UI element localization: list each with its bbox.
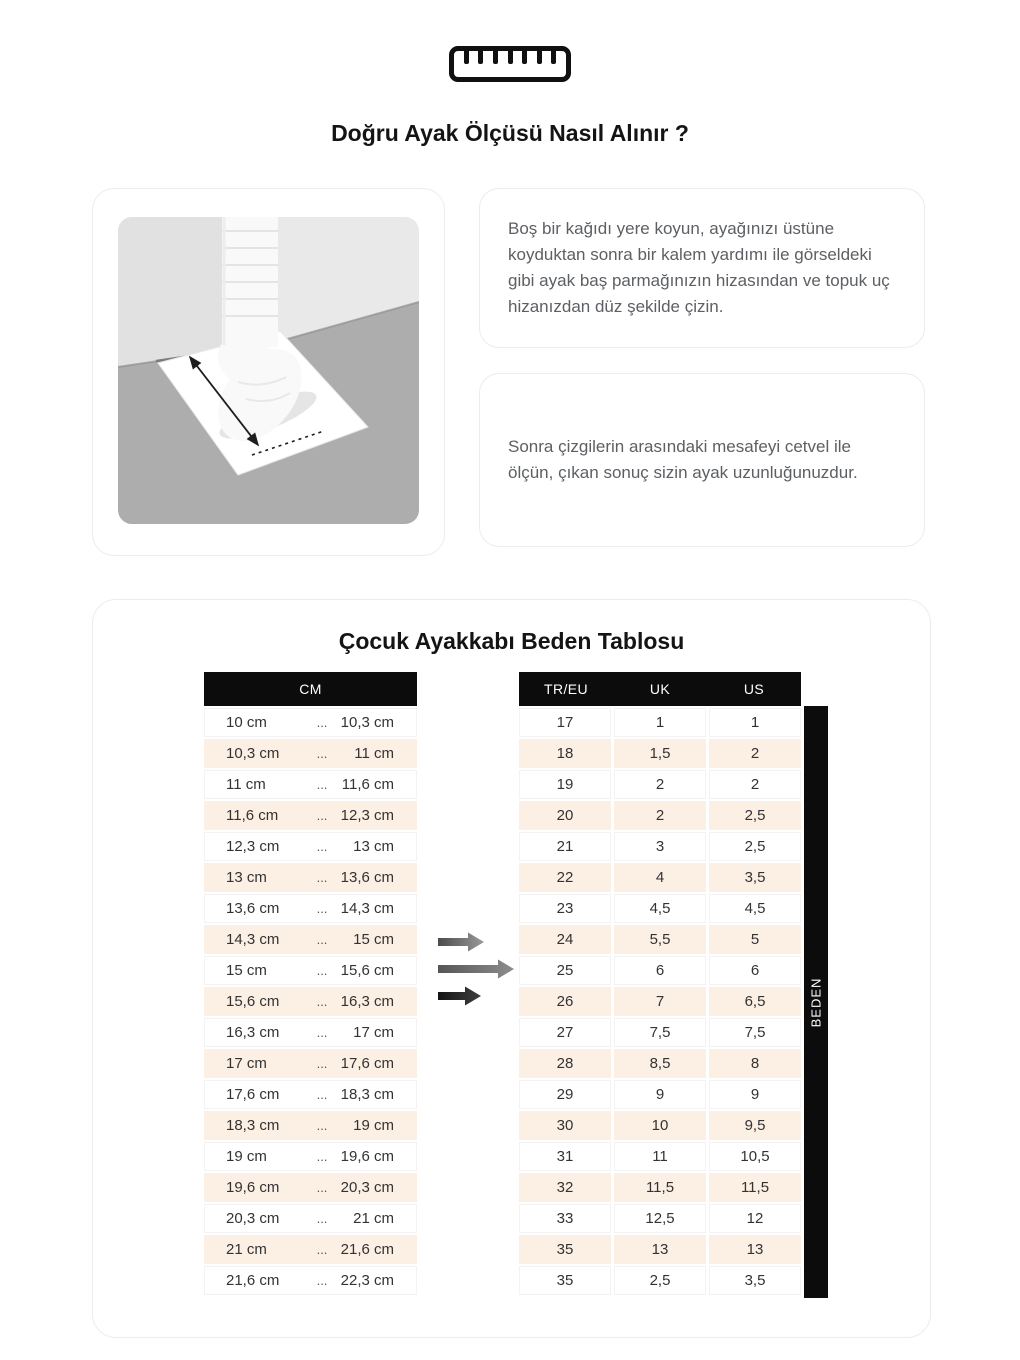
tr-eu-value: 17 xyxy=(519,708,611,737)
us-value: 7,5 xyxy=(709,1018,801,1047)
size-row xyxy=(519,863,801,892)
uk-value: 7 xyxy=(614,987,706,1016)
size-row xyxy=(519,770,801,799)
tr-eu-value: 29 xyxy=(519,1080,611,1109)
cm-from-value: 18,3 cm xyxy=(226,1117,280,1134)
size-row xyxy=(519,832,801,861)
tr-eu-value: 21 xyxy=(519,832,611,861)
cm-to-value: 15,6 cm xyxy=(340,962,394,979)
range-dots: ... xyxy=(316,1242,328,1257)
tr-eu-value: 20 xyxy=(519,801,611,830)
cm-from-value: 17 cm xyxy=(226,1055,267,1072)
cm-range-row xyxy=(204,894,417,923)
cm-from-value: 21 cm xyxy=(226,1241,267,1258)
uk-value: 4 xyxy=(614,863,706,892)
uk-value: 9 xyxy=(614,1080,706,1109)
tr-eu-value: 27 xyxy=(519,1018,611,1047)
size-row xyxy=(519,1018,801,1047)
cm-from-value: 12,3 cm xyxy=(226,838,280,855)
range-dots: ... xyxy=(316,1149,328,1164)
size-row xyxy=(519,1204,801,1233)
instructions-column xyxy=(479,188,890,556)
cm-to-value: 14,3 cm xyxy=(340,900,394,917)
tr-eu-value: 32 xyxy=(519,1173,611,1202)
tr-eu-value: 35 xyxy=(519,1266,611,1295)
size-row xyxy=(519,801,801,830)
photo-card xyxy=(92,188,445,556)
cm-to-value: 15 cm xyxy=(353,931,394,948)
cm-to-value: 21 cm xyxy=(353,1210,394,1227)
us-value: 3,5 xyxy=(709,863,801,892)
us-value: 1 xyxy=(709,708,801,737)
cm-from-value: 19,6 cm xyxy=(226,1179,280,1196)
size-row xyxy=(519,925,801,954)
uk-value: 6 xyxy=(614,956,706,985)
cm-to-value: 10,3 cm xyxy=(340,714,394,731)
cm-range-row xyxy=(204,739,417,768)
cm-range-row xyxy=(204,1173,417,1202)
cm-range-row xyxy=(204,1018,417,1047)
instruction-step-2 xyxy=(479,373,925,547)
us-value: 2,5 xyxy=(709,801,801,830)
arrows-right-icon xyxy=(438,928,520,1012)
range-dots: ... xyxy=(316,715,328,730)
instruction-step-1 xyxy=(479,188,925,348)
cm-to-value: 22,3 cm xyxy=(340,1272,394,1289)
range-dots: ... xyxy=(316,963,328,978)
range-dots: ... xyxy=(316,1273,328,1288)
measurement-instructions-section xyxy=(92,188,1020,556)
cm-from-value: 10 cm xyxy=(226,714,267,731)
instruction-step-2-text: Sonra çizgilerin arasındaki mesafeyi cetvel ile ölçün, çıkan sonuç sizin ayak uzunluğunuzdur. xyxy=(508,437,858,482)
size-row xyxy=(519,956,801,985)
tr-eu-value: 31 xyxy=(519,1142,611,1171)
cm-range-row xyxy=(204,1111,417,1140)
ruler-ticks xyxy=(454,51,566,77)
cm-table xyxy=(204,672,417,1297)
us-value: 8 xyxy=(709,1049,801,1078)
range-dots: ... xyxy=(316,994,328,1009)
us-value: 6 xyxy=(709,956,801,985)
range-dots: ... xyxy=(316,808,328,823)
tr-eu-value: 24 xyxy=(519,925,611,954)
cm-to-value: 13 cm xyxy=(353,838,394,855)
uk-value: 1,5 xyxy=(614,739,706,768)
ruler-tick xyxy=(478,51,483,64)
tr-eu-value: 18 xyxy=(519,739,611,768)
cm-to-value: 12,3 cm xyxy=(340,807,394,824)
us-value: 13 xyxy=(709,1235,801,1264)
cm-from-value: 11,6 cm xyxy=(226,807,279,824)
cm-range-row xyxy=(204,708,417,737)
size-row xyxy=(519,987,801,1016)
cm-range-row xyxy=(204,770,417,799)
range-dots: ... xyxy=(316,746,328,761)
cm-range-row xyxy=(204,925,417,954)
cm-from-value: 16,3 cm xyxy=(226,1024,280,1041)
cm-range-row xyxy=(204,1142,417,1171)
tr-eu-value: 35 xyxy=(519,1235,611,1264)
range-dots: ... xyxy=(316,1118,328,1133)
cm-to-value: 11,6 cm xyxy=(341,776,394,793)
size-tables xyxy=(204,672,930,1302)
cm-from-value: 10,3 cm xyxy=(226,745,280,762)
range-dots: ... xyxy=(316,1087,328,1102)
uk-value: 13 xyxy=(614,1235,706,1264)
range-dots: ... xyxy=(316,1180,328,1195)
us-value: 9 xyxy=(709,1080,801,1109)
cm-range-row xyxy=(204,987,417,1016)
size-table-title: Çocuk Ayakkabı Beden Tablosu xyxy=(338,628,685,654)
size-row xyxy=(519,1111,801,1140)
range-dots: ... xyxy=(316,870,328,885)
us-value: 2 xyxy=(709,739,801,768)
cm-to-value: 17 cm xyxy=(353,1024,394,1041)
uk-value: 11,5 xyxy=(614,1173,706,1202)
range-dots: ... xyxy=(316,1211,328,1226)
tr-eu-header: TR/EU xyxy=(544,681,588,697)
range-dots: ... xyxy=(316,901,328,916)
us-value: 10,5 xyxy=(709,1142,801,1171)
us-value: 12 xyxy=(709,1204,801,1233)
tr-eu-value: 25 xyxy=(519,956,611,985)
beden-side-label xyxy=(804,706,828,1298)
uk-value: 2,5 xyxy=(614,1266,706,1295)
ruler-tick xyxy=(464,51,469,64)
us-value: 9,5 xyxy=(709,1111,801,1140)
us-header: US xyxy=(743,681,765,697)
cm-to-value: 21,6 cm xyxy=(340,1241,394,1258)
cm-to-value: 11 cm xyxy=(354,745,394,762)
size-row xyxy=(519,708,801,737)
cm-from-value: 17,6 cm xyxy=(226,1086,280,1103)
cm-to-value: 16,3 cm xyxy=(340,993,394,1010)
cm-from-value: 15,6 cm xyxy=(226,993,280,1010)
cm-to-value: 19 cm xyxy=(353,1117,394,1134)
range-dots: ... xyxy=(316,777,328,792)
cm-range-row xyxy=(204,863,417,892)
size-row xyxy=(519,1080,801,1109)
us-value: 11,5 xyxy=(709,1173,801,1202)
cm-from-value: 19 cm xyxy=(226,1148,267,1165)
size-row xyxy=(519,1049,801,1078)
range-dots: ... xyxy=(316,932,328,947)
size-table-body xyxy=(519,708,801,1295)
uk-value: 7,5 xyxy=(614,1018,706,1047)
cm-to-value: 20,3 cm xyxy=(340,1179,394,1196)
uk-value: 5,5 xyxy=(614,925,706,954)
size-row xyxy=(519,1173,801,1202)
tr-eu-value: 30 xyxy=(519,1111,611,1140)
uk-value: 2 xyxy=(614,770,706,799)
cm-range-row xyxy=(204,1235,417,1264)
us-value: 5 xyxy=(709,925,801,954)
cm-from-value: 13,6 cm xyxy=(226,900,280,917)
page-title: Doğru Ayak Ölçüsü Nasıl Alınır ? xyxy=(331,120,689,146)
cm-from-value: 11 cm xyxy=(226,776,266,793)
tr-eu-value: 22 xyxy=(519,863,611,892)
size-table-card xyxy=(92,599,931,1338)
range-dots: ... xyxy=(316,1056,328,1071)
cm-range-row xyxy=(204,1080,417,1109)
us-value: 2,5 xyxy=(709,832,801,861)
us-value: 3,5 xyxy=(709,1266,801,1295)
range-dots: ... xyxy=(316,839,328,854)
tr-eu-value: 33 xyxy=(519,1204,611,1233)
size-row xyxy=(519,1235,801,1264)
cm-from-value: 15 cm xyxy=(226,962,267,979)
cm-to-value: 19,6 cm xyxy=(340,1148,394,1165)
cm-to-value: 17,6 cm xyxy=(340,1055,394,1072)
foot-measurement-photo xyxy=(118,217,419,524)
tr-eu-value: 19 xyxy=(519,770,611,799)
instruction-step-1-text: Boş bir kağıdı yere koyun, ayağınızı üstüne koyduktan sonra bir kalem yardımı ile görseldeki gibi ayak baş parmağınızın hizasından ve topuk uç hizanızdan düz şekilde çizin. xyxy=(508,219,890,316)
size-row xyxy=(519,1266,801,1295)
us-value: 6,5 xyxy=(709,987,801,1016)
uk-value: 8,5 xyxy=(614,1049,706,1078)
cm-range-row xyxy=(204,1049,417,1078)
tr-eu-value: 28 xyxy=(519,1049,611,1078)
cm-from-value: 14,3 cm xyxy=(226,931,280,948)
ruler-tick xyxy=(522,51,527,64)
cm-range-row xyxy=(204,1204,417,1233)
cm-range-row xyxy=(204,832,417,861)
cm-table-header: CM xyxy=(204,672,417,706)
uk-value: 10 xyxy=(614,1111,706,1140)
us-value: 4,5 xyxy=(709,894,801,923)
size-row xyxy=(519,1142,801,1171)
tr-eu-value: 26 xyxy=(519,987,611,1016)
ruler-icon xyxy=(449,46,571,82)
uk-value: 2 xyxy=(614,801,706,830)
cm-from-value: 20,3 cm xyxy=(226,1210,280,1227)
ruler-tick xyxy=(551,51,556,64)
cm-to-value: 18,3 cm xyxy=(340,1086,394,1103)
range-dots: ... xyxy=(316,1025,328,1040)
size-table xyxy=(519,672,801,1297)
beden-label-text: BEDEN xyxy=(808,977,824,1027)
uk-value: 12,5 xyxy=(614,1204,706,1233)
uk-header: UK xyxy=(649,681,671,697)
size-row xyxy=(519,739,801,768)
cm-from-value: 13 cm xyxy=(226,869,267,886)
cm-range-row xyxy=(204,956,417,985)
cm-table-body xyxy=(204,708,417,1295)
cm-range-row xyxy=(204,1266,417,1295)
cm-from-value: 21,6 cm xyxy=(226,1272,280,1289)
uk-value: 1 xyxy=(614,708,706,737)
size-table-header xyxy=(519,672,801,706)
tr-eu-value: 23 xyxy=(519,894,611,923)
us-value: 2 xyxy=(709,770,801,799)
size-row xyxy=(519,894,801,923)
uk-value: 3 xyxy=(614,832,706,861)
ruler-tick xyxy=(537,51,542,64)
cm-range-row xyxy=(204,801,417,830)
uk-value: 4,5 xyxy=(614,894,706,923)
cm-to-value: 13,6 cm xyxy=(340,869,394,886)
uk-value: 11 xyxy=(614,1142,706,1171)
ruler-tick xyxy=(508,51,513,64)
ruler-tick xyxy=(493,51,498,64)
